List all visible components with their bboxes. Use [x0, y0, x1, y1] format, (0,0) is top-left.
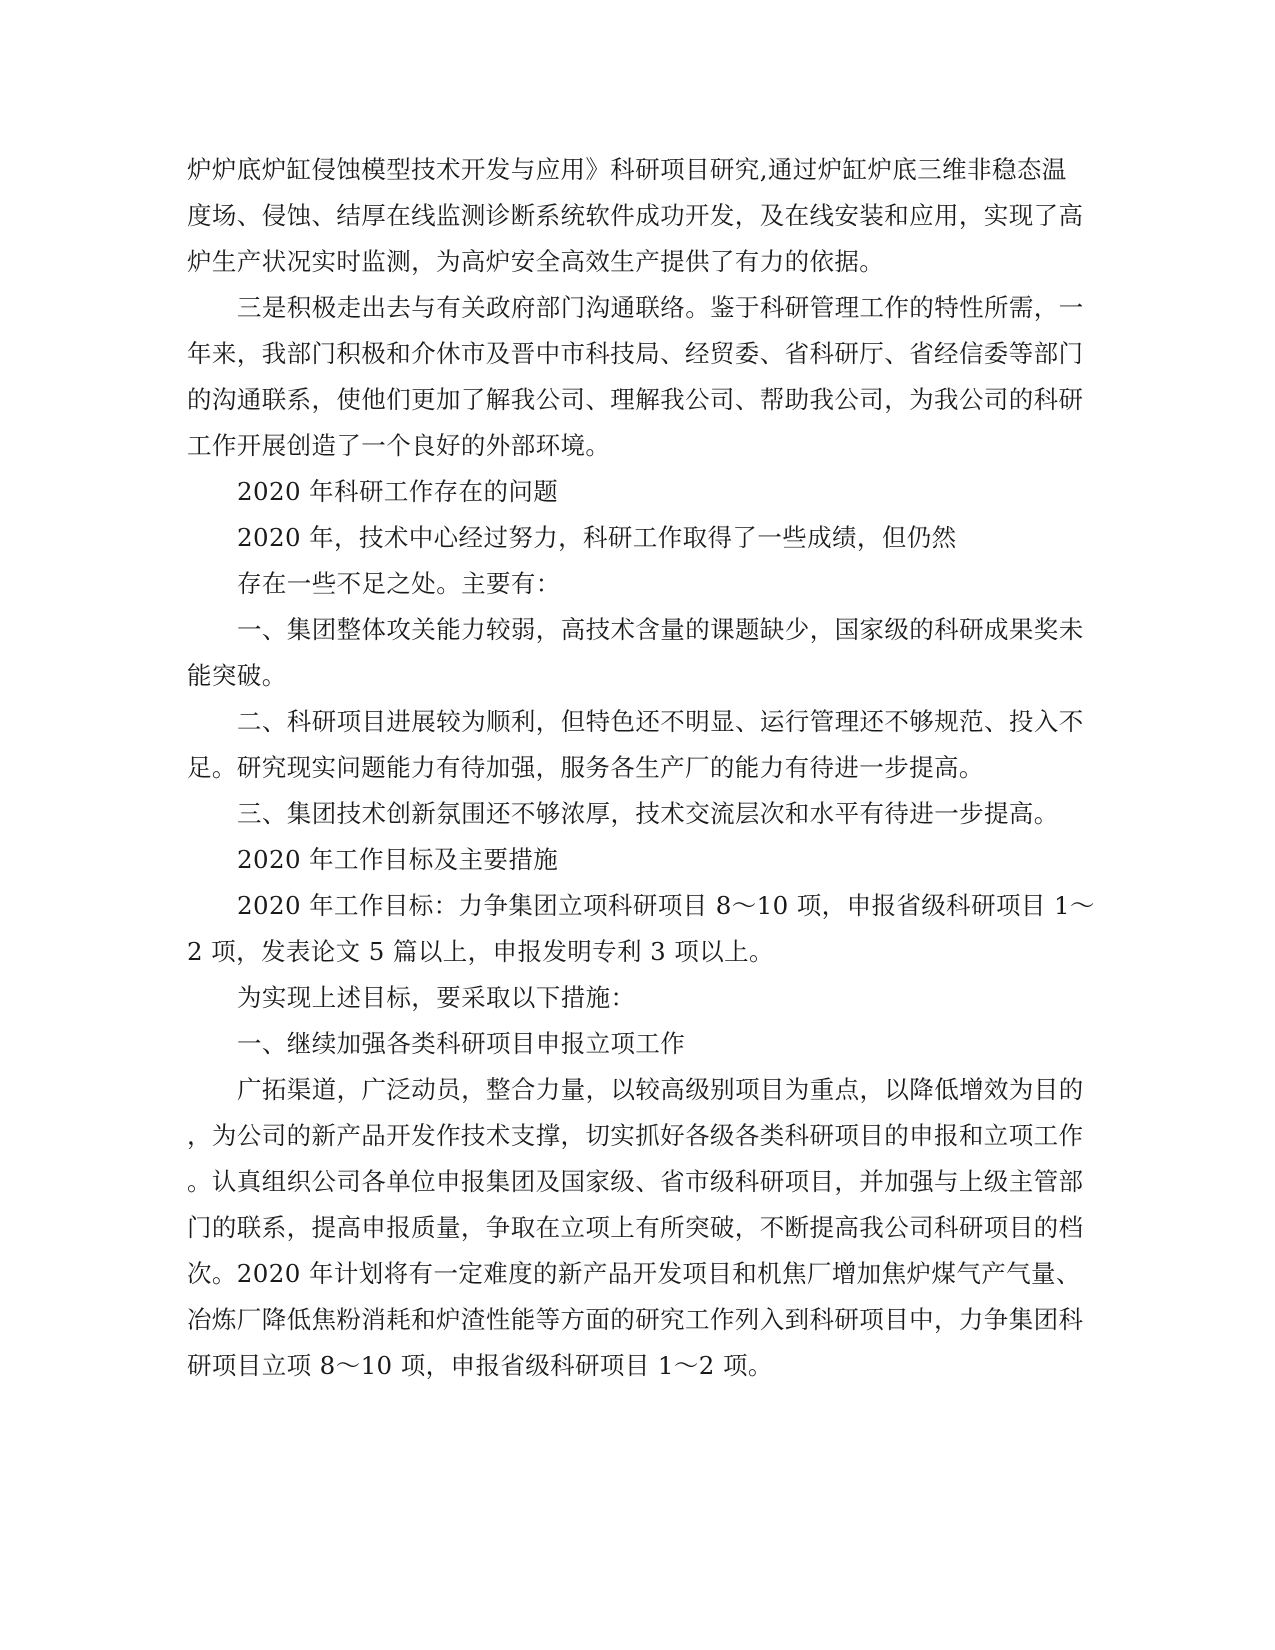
- text-line: 三是积极走出去与有关政府部门沟通联络。鉴于科研管理工作的特性所需，一: [237, 293, 1084, 322]
- text-line: 度场、侵蚀、结厚在线监测诊断系统软件成功开发，及在线安装和应用，实现了高: [187, 201, 1084, 230]
- section-heading: 2020 年科研工作存在的问题: [237, 477, 559, 506]
- text-line: 年来，我部门积极和介休市及晋中市科技局、经贸委、省科研厅、省经信委等部门: [187, 339, 1084, 368]
- text-line: 存在一些不足之处。主要有：: [237, 569, 561, 598]
- text-line: 2020 年，技术中心经过努力，科研工作取得了一些成绩，但仍然: [237, 523, 957, 552]
- text-line: 三、集团技术创新氛围还不够浓厚，技术交流层次和水平有待进一步提高。: [237, 799, 1059, 828]
- text-line: 次。2020 年计划将有一定难度的新产品开发项目和机焦厂增加焦炉煤气产气量、: [187, 1259, 1081, 1288]
- section-heading: 2020 年工作目标及主要措施: [237, 845, 559, 874]
- text-line: 炉生产状况实时监测，为高炉安全高效生产提供了有力的依据。: [187, 247, 885, 276]
- text-line: 工作开展创造了一个良好的外部环境。: [187, 431, 611, 460]
- text-line: 2 项，发表论文 5 篇以上，申报发明专利 3 项以上。: [187, 937, 774, 966]
- text-line: ，为公司的新产品开发作技术支撑，切实抓好各级各类科研项目的申报和立项工作: [187, 1121, 1084, 1150]
- text-line: 。认真组织公司各单位申报集团及国家级、省市级科研项目，并加强与上级主管部: [187, 1167, 1084, 1196]
- text-line: 足。研究现实问题能力有待加强，服务各生产厂的能力有待进一步提高。: [187, 753, 984, 782]
- text-line: 研项目立项 8～10 项，申报省级科研项目 1～2 项。: [187, 1351, 773, 1380]
- text-line: 炉炉底炉缸侵蚀模型技术开发与应用》科研项目研究,通过炉缸炉底三维非稳态温: [187, 155, 1067, 184]
- subsection-heading: 一、继续加强各类科研项目申报立项工作: [237, 1029, 686, 1058]
- text-line: 二、科研项目进展较为顺利，但特色还不明显、运行管理还不够规范、投入不: [237, 707, 1084, 736]
- text-line: 一、集团整体攻关能力较弱，高技术含量的课题缺少，国家级的科研成果奖未: [237, 615, 1084, 644]
- text-line: 2020 年工作目标：力争集团立项科研项目 8～10 项，申报省级科研项目 1～: [237, 891, 1095, 920]
- text-line: 为实现上述目标，要采取以下措施：: [237, 983, 636, 1012]
- text-line: 门的联系，提高申报质量，争取在立项上有所突破，不断提高我公司科研项目的档: [187, 1213, 1084, 1242]
- text-line: 冶炼厂降低焦粉消耗和炉渣性能等方面的研究工作列入到科研项目中，力争集团科: [187, 1305, 1084, 1334]
- text-line: 能突破。: [187, 661, 287, 690]
- text-line: 的沟通联系，使他们更加了解我公司、理解我公司、帮助我公司，为我公司的科研: [187, 385, 1084, 414]
- text-line: 广拓渠道，广泛动员，整合力量，以较高级别项目为重点，以降低增效为目的: [237, 1075, 1084, 1104]
